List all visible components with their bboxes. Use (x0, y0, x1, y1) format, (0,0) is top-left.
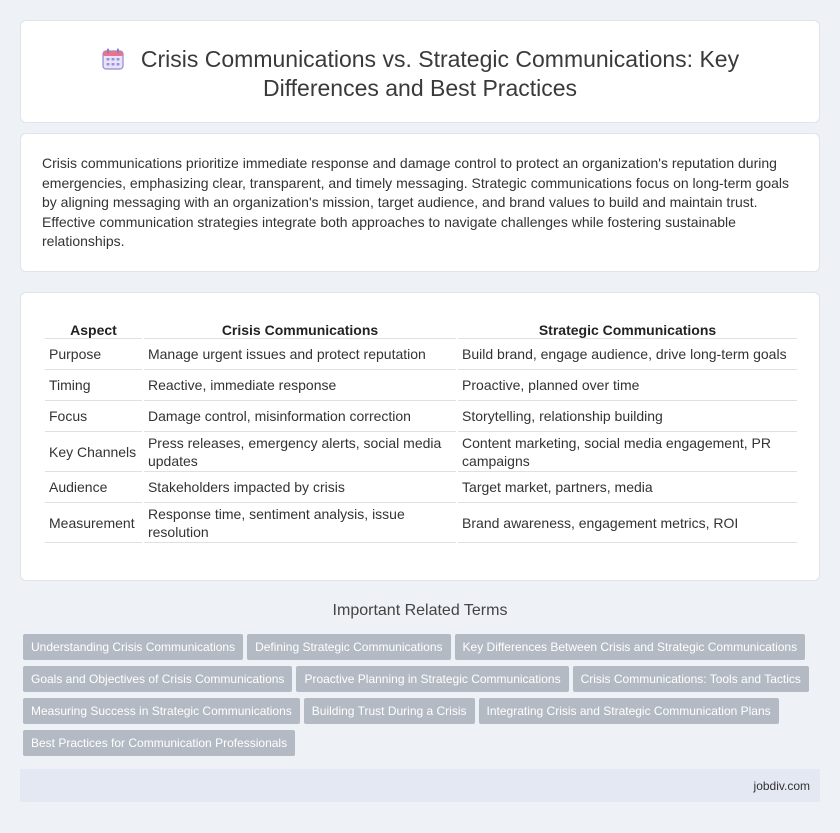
related-term-tag[interactable]: Measuring Success in Strategic Communications (23, 698, 300, 724)
related-term-tag[interactable]: Proactive Planning in Strategic Communications (296, 666, 568, 692)
comparison-card (20, 292, 820, 581)
related-term-tag[interactable]: Defining Strategic Communications (247, 634, 450, 660)
related-terms-list (23, 634, 823, 762)
table-cell: Content marketing, social media engagement, PR campaigns (458, 432, 797, 472)
table-row (45, 503, 797, 543)
table-header-row (45, 317, 797, 339)
related-terms-heading: Important Related Terms (332, 602, 508, 619)
related-term-tag[interactable]: Key Differences Between Crisis and Strategic Communications (455, 634, 806, 660)
table-cell: Build brand, engage audience, drive long-term goals (458, 339, 797, 370)
page-title: Crisis Communications vs. Strategic Communications: Key Differences and Best Practices (140, 46, 740, 101)
column-header: Strategic Communications (458, 317, 797, 339)
calendar-icon (101, 47, 125, 71)
footer (20, 769, 820, 802)
related-term-tag[interactable]: Best Practices for Communication Professionals (23, 730, 295, 756)
table-row (45, 472, 797, 503)
table-cell: Press releases, emergency alerts, social media updates (144, 432, 456, 472)
page-title-wrap (21, 45, 819, 103)
table-row (45, 432, 797, 472)
table-cell: Measurement (45, 503, 142, 543)
table-cell: Target market, partners, media (458, 472, 797, 503)
table-cell: Manage urgent issues and protect reputation (144, 339, 456, 370)
table-cell: Response time, sentiment analysis, issue resolution (144, 503, 456, 543)
related-term-tag[interactable]: Goals and Objectives of Crisis Communications (23, 666, 292, 692)
table-row (45, 370, 797, 401)
table-cell: Brand awareness, engagement metrics, ROI (458, 503, 797, 543)
intro-card (20, 133, 820, 272)
related-term-tag[interactable]: Crisis Communications: Tools and Tactics (573, 666, 809, 692)
intro-paragraph: Crisis communications prioritize immediate response and damage control to protect an organization's reputation during emergencies, emphasizing clear, transparent, and timely messaging. Strategic communications focus on long-term goals by aligning messaging with an organization's mission, target audience, and brand values to build and maintain trust. Effective communication strategies integrate both approaches to navigate challenges while fostering sustainable relationships. (42, 155, 790, 250)
column-header: Crisis Communications (144, 317, 456, 339)
table-cell: Reactive, immediate response (144, 370, 456, 401)
table-cell: Timing (45, 370, 142, 401)
table-row (45, 339, 797, 370)
table-cell: Key Channels (45, 432, 142, 472)
table-cell: Stakeholders impacted by crisis (144, 472, 456, 503)
table-cell: Damage control, misinformation correction (144, 401, 456, 432)
table-cell: Purpose (45, 339, 142, 370)
related-term-tag[interactable]: Building Trust During a Crisis (304, 698, 475, 724)
footer-site-link[interactable]: jobdiv.com (753, 779, 810, 793)
comparison-table (43, 317, 799, 543)
title-card (20, 20, 820, 123)
related-term-tag[interactable]: Understanding Crisis Communications (23, 634, 243, 660)
table-cell: Proactive, planned over time (458, 370, 797, 401)
related-term-tag[interactable]: Integrating Crisis and Strategic Communication Plans (479, 698, 779, 724)
column-header: Aspect (45, 317, 142, 339)
table-cell: Focus (45, 401, 142, 432)
table-row (45, 401, 797, 432)
table-cell: Audience (45, 472, 142, 503)
table-cell: Storytelling, relationship building (458, 401, 797, 432)
